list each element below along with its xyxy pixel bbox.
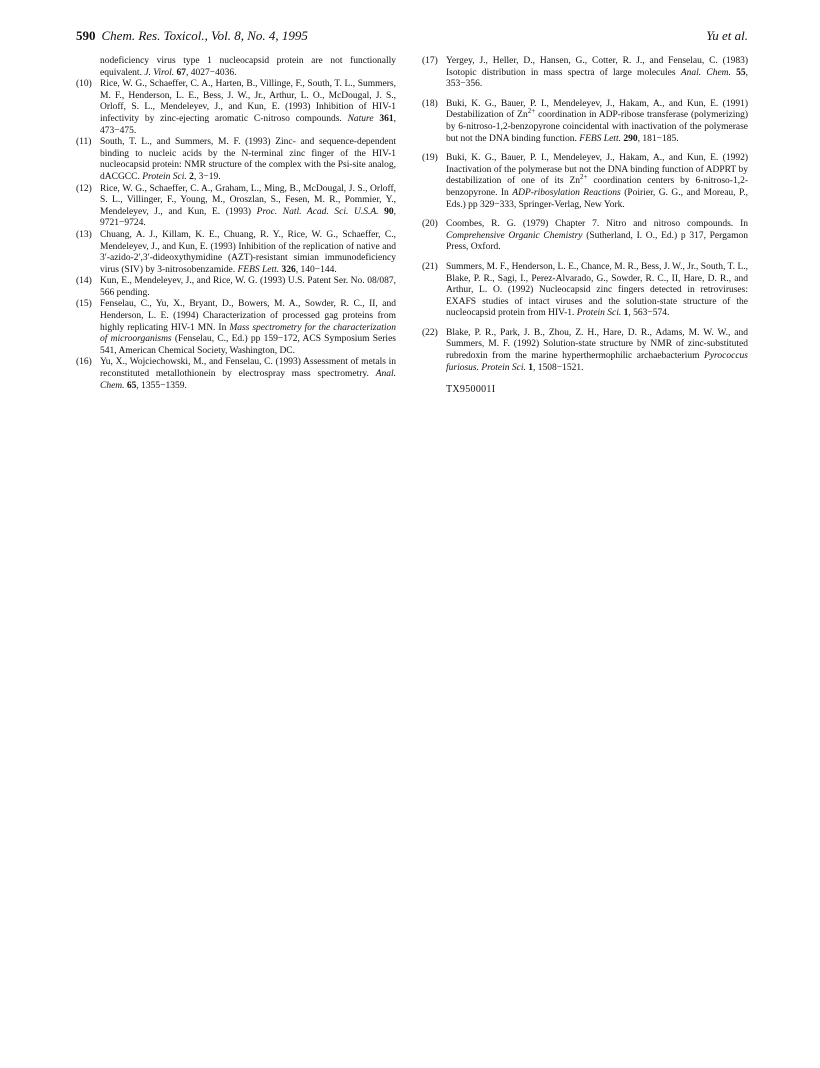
reference-number: (11) [76, 137, 92, 148]
reference-authors: Summers, M. F., Henderson, L. E., Chance, M. R., Bess, J. W., Jr., South, T. L., Blake, P. R., Sagi, I., Perez-Alvarado, G., Sowder, R. C., II, Hare, D. R., and Arthur, L. O. (1992) Nucleocapsid zinc fingers detected in retroviruses: EXAFS studies of intact viruses and the solution-state structure of the nucleocapsid protein from HIV-1. [446, 261, 748, 319]
reference-19 [422, 153, 748, 211]
reference-12 [76, 184, 396, 230]
reference-volume: 326 [281, 264, 296, 275]
reference-pages: , 563−574. [628, 308, 670, 319]
reference-number: (16) [76, 357, 92, 368]
reference-13 [76, 230, 396, 276]
reference-pages: (Sutherland, I. O., Ed.) p 317, Pergamon Press, Oxford. [446, 230, 748, 253]
reference-authors: Buki, K. G., Bauer, P. I., Mendeleyev, J., Hakam, A., and Kun, E. (1992) Inactivation of the polymerase but not the DNA binding function of ADPRT by destabilization of one of its Zn [446, 153, 748, 187]
reference-authors: Coombes, R. G. (1979) Chapter 7. Nitro and nitroso compounds. In [446, 219, 748, 230]
reference-volume: 1 [623, 308, 629, 319]
reference-journal: FEBS Lett. [579, 133, 621, 144]
reference-volume: 1 [528, 362, 533, 373]
manuscript-id: TX950001I [446, 384, 496, 396]
page-number: 590 [76, 28, 96, 43]
right-column [422, 56, 748, 396]
reference-journal: Pyrococcus furiosus. Protein Sci. [446, 351, 748, 373]
reference-volume: 65 [126, 380, 137, 391]
reference-pages: , 353−356. [446, 67, 749, 90]
reference-pages: , 1508−1521. [533, 362, 584, 373]
continued-reference [76, 56, 396, 79]
left-column [76, 56, 396, 392]
reference-18 [422, 99, 748, 145]
reference-journal: Anal. Chem. [100, 369, 397, 391]
reference-14 [76, 276, 396, 299]
reference-authors: South, T. L., and Summers, M. F. (1993) Zinc- and sequence-dependent binding to nucleic acids by the N-terminal zinc finger of the HIV-1 nucleocapsid protein: NMR structure of the complex with the Psi-site analog, dACGCC. [100, 137, 396, 182]
reference-number: (22) [422, 327, 438, 338]
reference-number: (13) [76, 229, 92, 240]
reference-book-title: Comprehensive Organic Chemistry [446, 230, 583, 241]
reference-15 [76, 299, 396, 357]
reference-authors: Rice, W. G., Schaeffer, C. A., Graham, L., Ming, B., McDougal, J. S., Orloff, S. L., Villinger, F., Young, M., Oroszlan, S., Fesen, M. R., Pommier, Y., Mendeleyev, J., and Kun, E. (1993) [100, 183, 396, 217]
reference-authors: Yergey, J., Heller, D., Hansen, G., Cotter, R. J., and Fenselau, C. (1983) Isotopic distribution in mass spectra of large molecules [446, 56, 748, 78]
reference-number: (14) [76, 276, 92, 287]
reference-journal: J. Virol. [144, 67, 175, 78]
reference-authors: Fenselau, C., Yu, X., Bryant, D., Bowers, M. A., Sowder, R. C., II, and Henderson, L. E. (1994) Characterization of processed gag proteins from highly replicating HIV-1 MN. In [100, 299, 396, 333]
reference-volume: 2 [189, 171, 194, 182]
reference-number: (15) [76, 299, 92, 310]
reference-volume: 55 [736, 67, 746, 78]
reference-authors-cont: coordination in ADP-ribose transferase (polymerizing) by 6-nitroso-1,2-benzopyrone coincidental with inactivation of the polymerase but not the DNA binding function. [446, 110, 748, 144]
reference-text: nodeficiency virus type 1 nucleocapsid protein are not functionally equivalent. [100, 56, 396, 78]
reference-pages: , 3−19. [193, 171, 221, 182]
reference-pages: (Fenselau, C., Ed.) pp 159−172, ACS Symposium Series 541, American Chemical Society, Washington, DC. [100, 334, 396, 356]
reference-authors: Yu, X., Wojciechowski, M., and Fenselau, C. (1993) Assessment of metals in reconstituted metallothionein by electrospray mass spectrometry. [100, 357, 396, 380]
reference-journal: Proc. Natl. Acad. Sci. U.S.A. [256, 206, 379, 217]
reference-number: (12) [76, 183, 92, 194]
reference-pages: (Poirier, G. G., and Moreau, P., Eds.) pp 329−333, Springer-Verlag, New York. [446, 187, 749, 210]
reference-book-title: Mass spectrometry for the characterization of microorganisms [100, 322, 397, 345]
reference-authors: Buki, K. G., Bauer, P. I., Mendeleyev, J., Hakam, A., and Kun, E. (1991) Destabilization of Zn [446, 98, 748, 121]
reference-number: (20) [422, 219, 438, 230]
reference-authors: Rice, W. G., Schaeffer, C. A., Harten, B., Villinge, F., South, T. L., Summers, M. F., Henderson, L. E., Bess, J. W., Jr., Arthur, L. O., McDougal, J. S., Orloff, S. L., Mendeleyev, J., and Kun, E. (1993) Inhibition of HIV-1 infectivity by zinc-ejecting aromatic C-nitroso compounds. [100, 79, 396, 124]
reference-number: (10) [76, 79, 92, 90]
page-header [76, 28, 748, 48]
reference-journal: Protein Sci. [142, 171, 187, 182]
reference-16 [76, 357, 396, 392]
reference-authors: Chuang, A. J., Killam, K. E., Chuang, R. Y., Rice, W. G., Schaeffer, C., Mendeleyev, J., and Kun, E. (1993) Inhibition of the replication of native and 3′-azido-2′,3′-dideoxythymidine (AZT)-resistant simian immunodeficiency virus (SIV) by 3-nitrosobenzamide. [100, 229, 396, 275]
reference-pages: , 9721−9724. [100, 206, 396, 229]
reference-volume: 67 [176, 67, 187, 78]
reference-journal: Protein Sci. [576, 308, 622, 319]
reference-journal: FEBS Lett. [237, 264, 280, 275]
reference-number: (21) [422, 261, 438, 272]
reference-number: (18) [422, 98, 438, 109]
reference-authors: Blake, P. R., Park, J. B., Zhou, Z. H., Hare, D. R., Adams, M. W. W., and Summers, M. F. (1992) Solution-state structure by NMR of zinc-substituted rubredoxin from the marine hyperthermophilic archaebacterium [446, 327, 748, 362]
running-head: Yu et al. [706, 28, 748, 43]
reference-authors-cont: coordination centers by 6-nitroso-1,2-benzopyrone. In [446, 176, 748, 198]
reference-20 [422, 219, 748, 254]
reference-10 [76, 79, 396, 137]
superscript-charge: 2+ [527, 107, 536, 116]
reference-number: (19) [422, 153, 438, 164]
reference-book-title: ADP-ribosylation Reactions [512, 187, 621, 198]
journal-citation: Chem. Res. Toxicol., Vol. 8, No. 4, 1995 [101, 28, 308, 43]
reference-17 [422, 56, 748, 91]
reference-22 [422, 328, 748, 374]
reference-journal: Nature [347, 113, 374, 124]
reference-pages: , 1355−1359. [136, 380, 187, 391]
reference-21 [422, 262, 748, 320]
reference-volume: 290 [623, 133, 638, 144]
reference-volume: 361 [379, 113, 394, 124]
reference-number: (17) [422, 56, 438, 66]
reference-pages: , 4027−4036. [186, 67, 237, 78]
reference-pages: , 140−144. [295, 264, 337, 275]
reference-journal: Anal. Chem. [680, 67, 731, 78]
reference-pages: , 473−475. [100, 113, 397, 136]
reference-11 [76, 137, 396, 183]
reference-pages: , 181−185. [637, 133, 679, 144]
reference-volume: 90 [384, 206, 394, 217]
reference-authors: Kun, E., Mendeleyev, J., and Rice, W. G. (1993) U.S. Patent Ser. No. 08/087, 566 pending. [100, 276, 396, 298]
superscript-charge: 2+ [580, 173, 588, 182]
